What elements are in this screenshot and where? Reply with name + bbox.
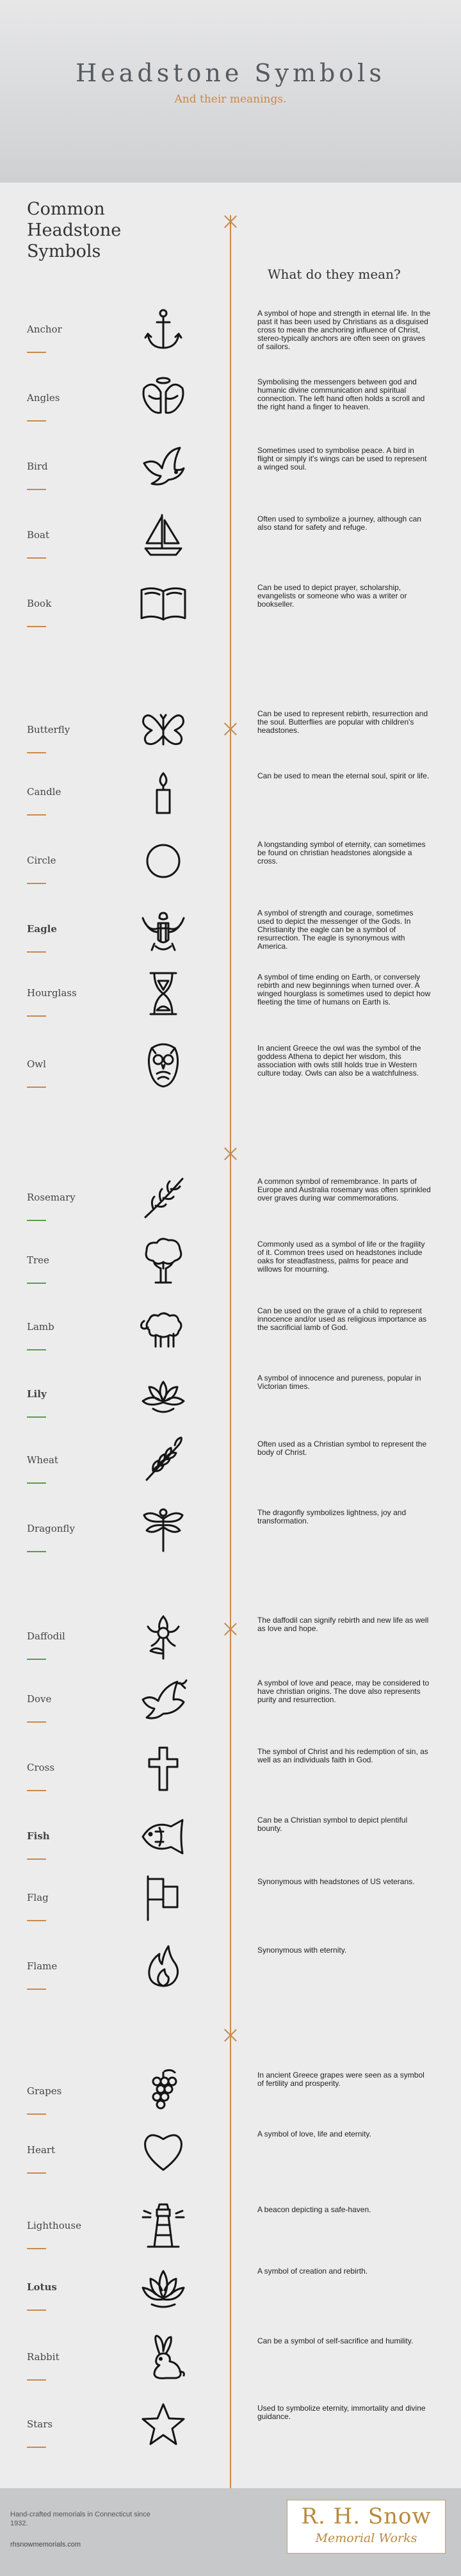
symbol-name: Daffodil bbox=[27, 1630, 65, 1642]
fish-icon bbox=[138, 1811, 189, 1862]
symbol-underline bbox=[27, 1283, 46, 1284]
symbol-underline bbox=[27, 2309, 46, 2311]
symbol-description: A symbol of love, life and eternity. bbox=[257, 2129, 371, 2138]
symbol-name: Lighthouse bbox=[27, 2220, 81, 2231]
company-logo bbox=[287, 2500, 446, 2554]
header-banner bbox=[0, 0, 461, 183]
symbol-row bbox=[0, 1508, 461, 1587]
section-left-title: Common Headstone Symbols bbox=[27, 199, 122, 261]
symbol-description: A symbol of hope and strength in eternal life. In the past it has been used by Christians as a disguised cross to mean the anchoring influence of Christ, stereo-typically anchors are often seen on graves of sailors. bbox=[257, 309, 431, 351]
symbol-row bbox=[0, 2267, 461, 2345]
symbol-underline bbox=[27, 951, 46, 953]
symbol-underline bbox=[27, 1659, 46, 1660]
symbol-description: The symbol of Christ and his redemption of sin, as well as an individuals faith in God. bbox=[257, 1747, 428, 1764]
symbol-description: Can be a symbol of self-sacrifice and humility. bbox=[257, 2336, 414, 2345]
lighthouse-icon bbox=[138, 2201, 189, 2252]
symbol-underline bbox=[27, 1087, 46, 1088]
hourglass-icon bbox=[138, 968, 189, 1019]
symbol-name: Dragonfly bbox=[27, 1523, 75, 1534]
symbol-name: Dove bbox=[27, 1693, 52, 1705]
symbol-underline bbox=[27, 2447, 46, 2448]
tree-icon bbox=[138, 1235, 189, 1286]
symbol-description: Commonly used as a symbol of life or the fragility of it. Common trees used on headstones include oaks for steadfastness, palms for peace and willows for mourning. bbox=[257, 1240, 425, 1274]
divider-x-mark bbox=[223, 215, 238, 229]
symbol-name: Circle bbox=[27, 855, 56, 866]
eagle-icon bbox=[138, 904, 189, 955]
symbol-description: Often used as a Christian symbol to represent the body of Christ. bbox=[257, 1440, 427, 1457]
symbol-name: Wheat bbox=[27, 1454, 58, 1466]
symbol-name: Grapes bbox=[27, 2085, 62, 2097]
symbol-underline bbox=[27, 1015, 46, 1017]
symbol-description: A longstanding symbol of eternity, can sometimes be found on christian headstones alongside a cross. bbox=[257, 840, 426, 866]
symbol-description: Synonymous with headstones of US veterans. bbox=[257, 1877, 415, 1886]
rabbit-icon bbox=[138, 2332, 189, 2383]
butterfly-icon bbox=[138, 705, 189, 756]
symbol-underline bbox=[27, 420, 46, 422]
symbol-description: Can be used to depict prayer, scholarship, evangelists or someone who was a writer or bookseller. bbox=[257, 583, 407, 609]
symbol-underline bbox=[27, 2113, 46, 2115]
symbol-row bbox=[0, 583, 461, 662]
symbol-row bbox=[0, 972, 461, 1051]
page-subtitle: And their meanings. bbox=[174, 93, 287, 106]
symbol-underline bbox=[27, 1416, 46, 1418]
symbol-underline bbox=[27, 2379, 46, 2381]
symbol-name: Hourglass bbox=[27, 987, 77, 999]
symbol-underline bbox=[27, 2248, 46, 2249]
section-right-title: What do they mean? bbox=[268, 267, 401, 282]
symbol-underline bbox=[27, 1989, 46, 1990]
symbol-row bbox=[0, 2129, 461, 2208]
symbol-description: Can be used to mean the eternal soul, spirit or life. bbox=[257, 771, 430, 780]
symbol-description: Can be a Christian symbol to depict plentiful bounty. bbox=[257, 1816, 408, 1833]
symbol-name: Book bbox=[27, 598, 52, 609]
heart-icon bbox=[138, 2125, 189, 2176]
symbol-name: Rabbit bbox=[27, 2351, 60, 2363]
symbol-description: Sometimes used to symbolise peace. A bird in flight or simply it's wings can be used to represent a winged soul. bbox=[257, 446, 427, 472]
symbol-underline bbox=[27, 1482, 46, 1484]
symbol-name: Cross bbox=[27, 1762, 55, 1773]
symbol-description: A common symbol of remembrance. In parts of Europe and Australia rosemary was often sprinkled over graves during war commemorations. bbox=[257, 1177, 431, 1202]
symbol-underline bbox=[27, 489, 46, 490]
divider-x-mark bbox=[223, 1147, 238, 1161]
symbol-description: Often used to symbolize a journey, although can also stand for safety and refuge. bbox=[257, 514, 421, 532]
symbol-description: Symbolising the messengers between god and humanic divine communication and spiritual connection. The left hand often holds a scroll and the right hand a finger to heaven. bbox=[257, 377, 425, 411]
symbol-name: Lotus bbox=[27, 2281, 57, 2293]
symbol-name: Heart bbox=[27, 2144, 56, 2156]
symbol-name: Fish bbox=[27, 1830, 50, 1842]
flag-icon bbox=[138, 1873, 189, 1924]
symbol-underline bbox=[27, 626, 46, 627]
star-icon bbox=[138, 2399, 189, 2450]
wheat-icon bbox=[138, 1435, 189, 1486]
footer-website-link[interactable]: rhsnowmemorials.com bbox=[10, 2541, 81, 2548]
symbol-description: Synonymous with eternity. bbox=[257, 1946, 347, 1955]
symbol-name: Stars bbox=[27, 2418, 53, 2430]
symbol-row bbox=[0, 1044, 461, 1122]
symbol-name: Flag bbox=[27, 1892, 49, 1903]
symbol-description: The daffodil can signify rebirth and new life as well as love and hope. bbox=[257, 1616, 429, 1633]
symbol-underline bbox=[27, 557, 46, 559]
candle-icon bbox=[138, 767, 189, 818]
dove-icon bbox=[138, 1674, 189, 1725]
symbol-description: A beacon depicting a safe-haven. bbox=[257, 2205, 371, 2214]
footer-tagline: Hand-crafted memorials in Connecticut since 1932. bbox=[10, 2511, 150, 2527]
symbol-underline bbox=[27, 1220, 46, 1221]
rosemary-icon bbox=[138, 1172, 189, 1224]
symbol-name: Owl bbox=[27, 1058, 46, 1070]
owl-icon bbox=[138, 1039, 189, 1090]
symbol-description: In ancient Greece the owl was the symbol of the goddess Athena to depict her wisdom, this association with owls still holds true in Western culture today. Owls can also be a watchfulness. bbox=[257, 1044, 421, 1078]
symbol-description: A symbol of strength and courage, sometimes used to depict the messenger of the Gods. In Christianity the eagle can be a symbol of resurrection. The eagle is synonymous with America. bbox=[257, 908, 414, 951]
symbol-description: Used to symbolize eternity, immortality and divine guidance. bbox=[257, 2404, 426, 2421]
symbol-row bbox=[0, 2404, 461, 2482]
bird-icon bbox=[138, 441, 189, 493]
angel-wings-icon bbox=[138, 373, 189, 424]
circle-icon bbox=[138, 835, 189, 887]
symbol-description: Can be used to represent rebirth, resurrection and the soul. Butterflies are popular with children's headstones. bbox=[257, 709, 428, 735]
symbol-underline bbox=[27, 1858, 46, 1860]
symbol-description: In ancient Greece grapes were seen as a symbol of fertility and prosperity. bbox=[257, 2071, 425, 2088]
symbol-name: Lily bbox=[27, 1388, 47, 1400]
symbol-underline bbox=[27, 1551, 46, 1552]
symbol-name: Anchor bbox=[27, 324, 62, 335]
dragonfly-icon bbox=[138, 1504, 189, 1555]
flame-icon bbox=[138, 1941, 189, 1992]
symbol-description: Can be used on the grave of a child to represent innocence and/or used as religious importance as the sacrificial lamb of God. bbox=[257, 1306, 427, 1332]
symbol-name: Butterfly bbox=[27, 724, 70, 735]
symbol-underline bbox=[27, 1920, 46, 1921]
symbol-description: The dragonfly symbolizes lightness, joy and transformation. bbox=[257, 1508, 407, 1525]
symbol-underline bbox=[27, 352, 46, 353]
daffodil-icon bbox=[138, 1611, 189, 1662]
symbol-underline bbox=[27, 752, 46, 753]
symbol-name: Rosemary bbox=[27, 1192, 76, 1203]
symbol-row bbox=[0, 1946, 461, 2024]
cross-icon bbox=[138, 1743, 189, 1794]
symbol-description: A symbol of innocence and pureness, popular in Victorian times. bbox=[257, 1374, 421, 1391]
grapes-icon bbox=[138, 2066, 189, 2117]
sailboat-icon bbox=[138, 510, 189, 561]
page-title: Headstone Symbols bbox=[76, 59, 385, 87]
symbol-name: Lamb bbox=[27, 1321, 54, 1333]
logo-line-1: R. H. Snow bbox=[301, 2504, 432, 2529]
lotus-icon bbox=[138, 2262, 189, 2313]
anchor-icon bbox=[138, 304, 189, 356]
logo-line-2: Memorial Works bbox=[315, 2531, 417, 2545]
symbol-row bbox=[0, 2071, 461, 2149]
symbol-name: Tree bbox=[27, 1254, 49, 1266]
lily-icon bbox=[138, 1369, 189, 1420]
divider-x-mark bbox=[223, 2028, 238, 2042]
symbol-description: A symbol of time ending on Earth, or conversely rebirth and new beginnings when turned over. A winged hourglass is sometimes used to depict how fleeting the time of humans on Earth is. bbox=[257, 972, 431, 1006]
symbol-underline bbox=[27, 883, 46, 884]
symbol-underline bbox=[27, 1349, 46, 1350]
symbol-underline bbox=[27, 2172, 46, 2174]
symbol-underline bbox=[27, 1790, 46, 1791]
symbol-description: A symbol of creation and rebirth. bbox=[257, 2267, 368, 2276]
symbol-name: Angles bbox=[27, 392, 60, 404]
symbol-name: Eagle bbox=[27, 923, 57, 935]
symbol-name: Bird bbox=[27, 461, 48, 472]
symbol-name: Boat bbox=[27, 529, 50, 541]
symbol-underline bbox=[27, 814, 46, 816]
lamb-icon bbox=[138, 1302, 189, 1353]
symbol-underline bbox=[27, 1721, 46, 1723]
symbol-description: A symbol of love and peace, may be considered to have christian origins. The dove also represents purity and resurrection. bbox=[257, 1678, 430, 1704]
symbol-name: Flame bbox=[27, 1960, 58, 1972]
open-book-icon bbox=[138, 578, 189, 630]
symbol-name: Candle bbox=[27, 786, 61, 798]
